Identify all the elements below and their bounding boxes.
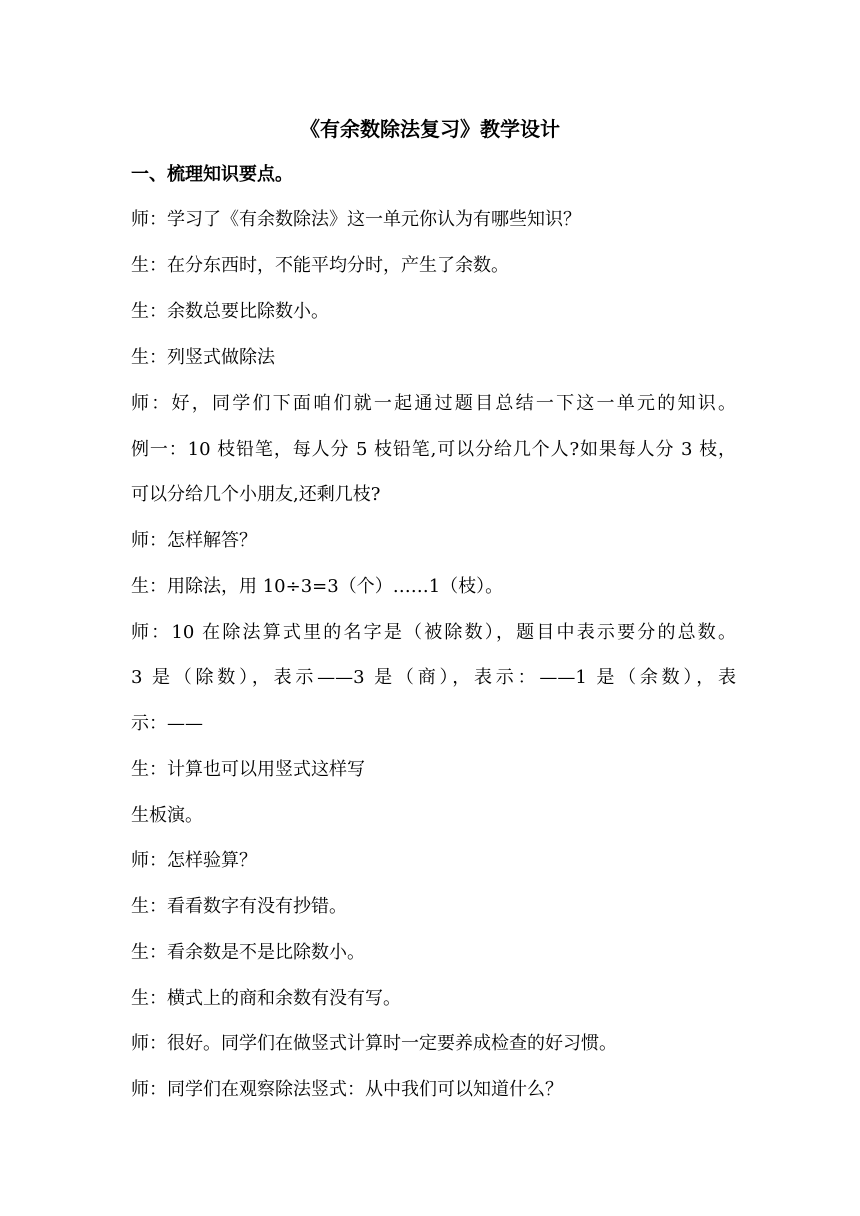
paragraph-line: 生：看看数字有没有抄错。 <box>131 896 347 917</box>
paragraph-line: 师：同学们在观察除法竖式：从中我们可以知道什么？ <box>131 1079 563 1100</box>
paragraph-line: 例一：10 枝铅笔，每人分 5 枝铅笔,可以分给几个人?如果每人分 3 枝， <box>131 439 736 460</box>
paragraph-line: 生：横式上的商和余数有没有写。 <box>131 988 401 1009</box>
paragraph-line: 3 是（除数），表示——3 是（商），表示：——1 是（余数），表 <box>131 667 736 688</box>
section-heading: 一、梳理知识要点。 <box>131 164 293 185</box>
paragraph-line: 师：很好。同学们在做竖式计算时一定要养成检查的好习惯。 <box>131 1033 617 1054</box>
paragraph-line: 师：10 在除法算式里的名字是（被除数），题目中表示要分的总数。 <box>131 622 736 643</box>
paragraph-line: 生：在分东西时，不能平均分时，产生了余数。 <box>131 255 509 276</box>
paragraph-line: 生：列竖式做除法 <box>131 347 275 368</box>
paragraph-line: 生板演。 <box>131 805 203 826</box>
paragraph-line: 师：学习了《有余数除法》这一单元你认为有哪些知识？ <box>131 209 581 230</box>
paragraph-line: 师：怎样验算？ <box>131 850 257 871</box>
paragraph-line: 生：计算也可以用竖式这样写 <box>131 759 365 780</box>
paragraph-line: 生：用除法，用 10÷3=3（个）……1（枝）。 <box>131 576 504 597</box>
paragraph-line: 师：怎样解答？ <box>131 530 257 551</box>
paragraph-line: 师：好，同学们下面咱们就一起通过题目总结一下这一单元的知识。 <box>131 393 736 414</box>
document-title: 《有余数除法复习》教学设计 <box>300 117 560 141</box>
paragraph-line: 生：余数总要比除数小。 <box>131 301 329 322</box>
paragraph-line: 示：—— <box>131 713 203 734</box>
paragraph-line: 可以分给几个小朋友,还剩几枝? <box>131 484 381 505</box>
paragraph-line: 生：看余数是不是比除数小。 <box>131 942 365 963</box>
